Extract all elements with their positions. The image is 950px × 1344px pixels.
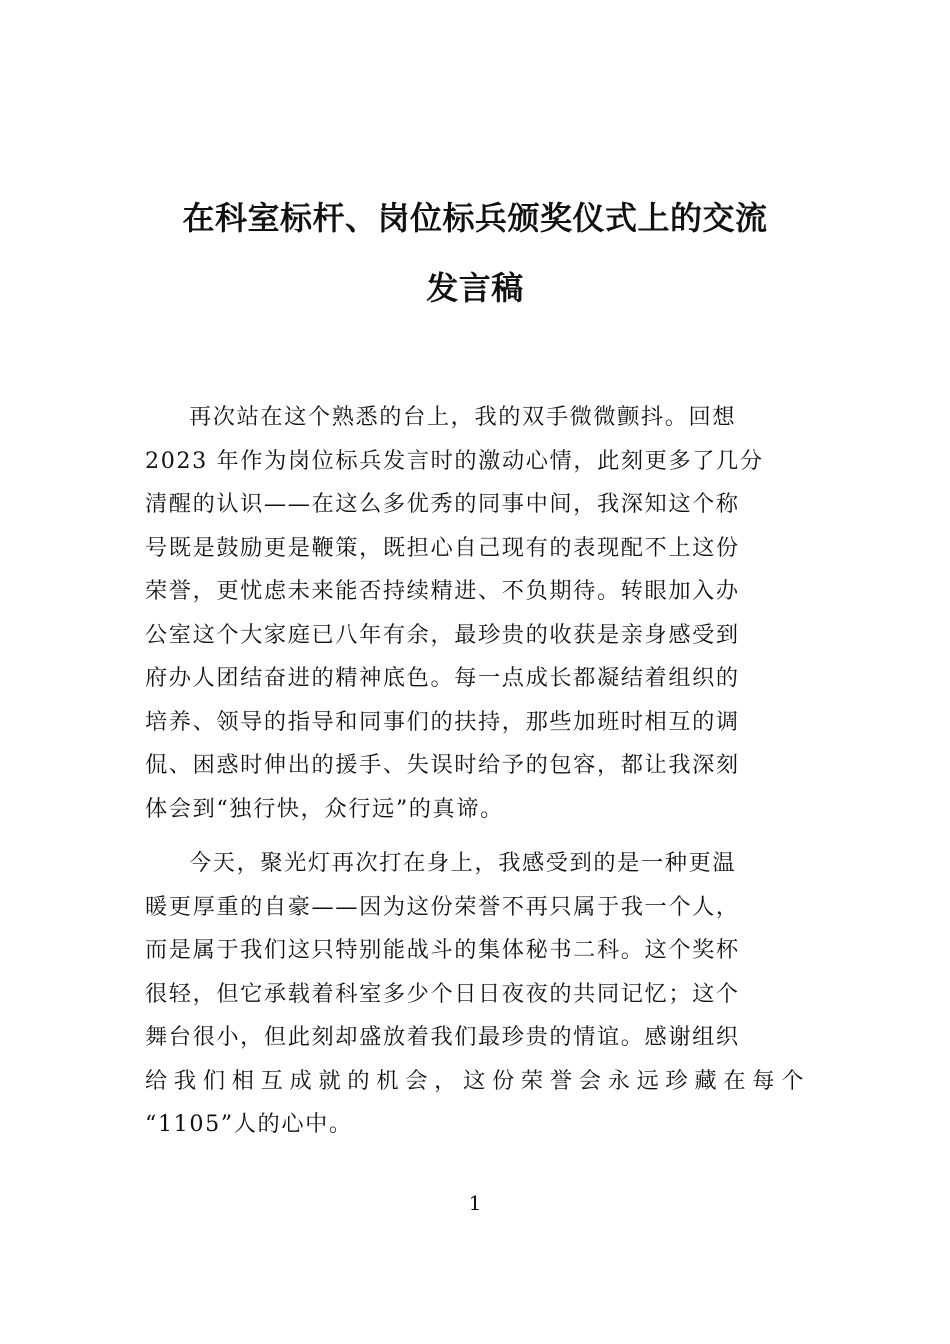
paragraph-1 <box>145 396 805 831</box>
paragraph-line: 体会到“独行快，众行远”的真谛。 <box>145 795 504 822</box>
paragraph-line: 府办人团结奋进的精神底色。每一点成长都凝结着组织的 <box>145 665 740 691</box>
page-number: 1 <box>468 1191 482 1215</box>
paragraph-line: 舞台很小，但此刻却盛放着我们最珍贵的情谊。感谢组织 <box>145 1024 740 1050</box>
paragraph-line: 再次站在这个熟悉的台上，我的双手微微颤抖。回想 <box>189 404 737 430</box>
paragraph-line: 今天，聚光灯再次打在身上，我感受到的是一种更温 <box>189 850 737 876</box>
paragraph-line: “1105”人的心中。 <box>145 1111 353 1137</box>
paragraph-line: 号既是鼓励更是鞭策，既担心自己现有的表现配不上这份 <box>145 534 740 561</box>
paragraph-line: 而是属于我们这只特别能战斗的集体秘书二科。这个奖杯 <box>145 937 740 963</box>
paragraph-line: 侃、困惑时伸出的援手、失误时给予的包容，都让我深刻 <box>145 752 740 778</box>
document-title-line-1: 在科室标杆、岗位标兵颁奖仪式上的交流 <box>182 199 768 237</box>
paragraph-line: 2023 年作为岗位标兵发言时的激动心情，此刻更多了几分 <box>145 447 764 474</box>
paragraph-line: 公室这个大家庭已八年有余，最珍贵的收获是亲身感受到 <box>145 621 740 648</box>
paragraph-line: 很轻，但它承载着科室多少个日日夜夜的共同记忆；这个 <box>145 980 740 1007</box>
paragraph-line: 荣誉，更忧虑未来能否持续精进、不负期待。转眼加入办 <box>145 578 740 604</box>
paragraph-line: 暖更厚重的自豪——因为这份荣誉不再只属于我一个人， <box>145 893 740 920</box>
document-title-line-2: 发言稿 <box>426 269 524 307</box>
paragraph-2 <box>145 842 805 1147</box>
paragraph-line: 清醒的认识——在这么多优秀的同事中间，我深知这个称 <box>145 491 740 517</box>
paragraph-line: 培养、领导的指导和同事们的扶持，那些加班时相互的调 <box>145 708 740 735</box>
paragraph-line: 给我们相互成就的机会，这份荣誉会永远珍藏在每个 <box>145 1067 805 1094</box>
